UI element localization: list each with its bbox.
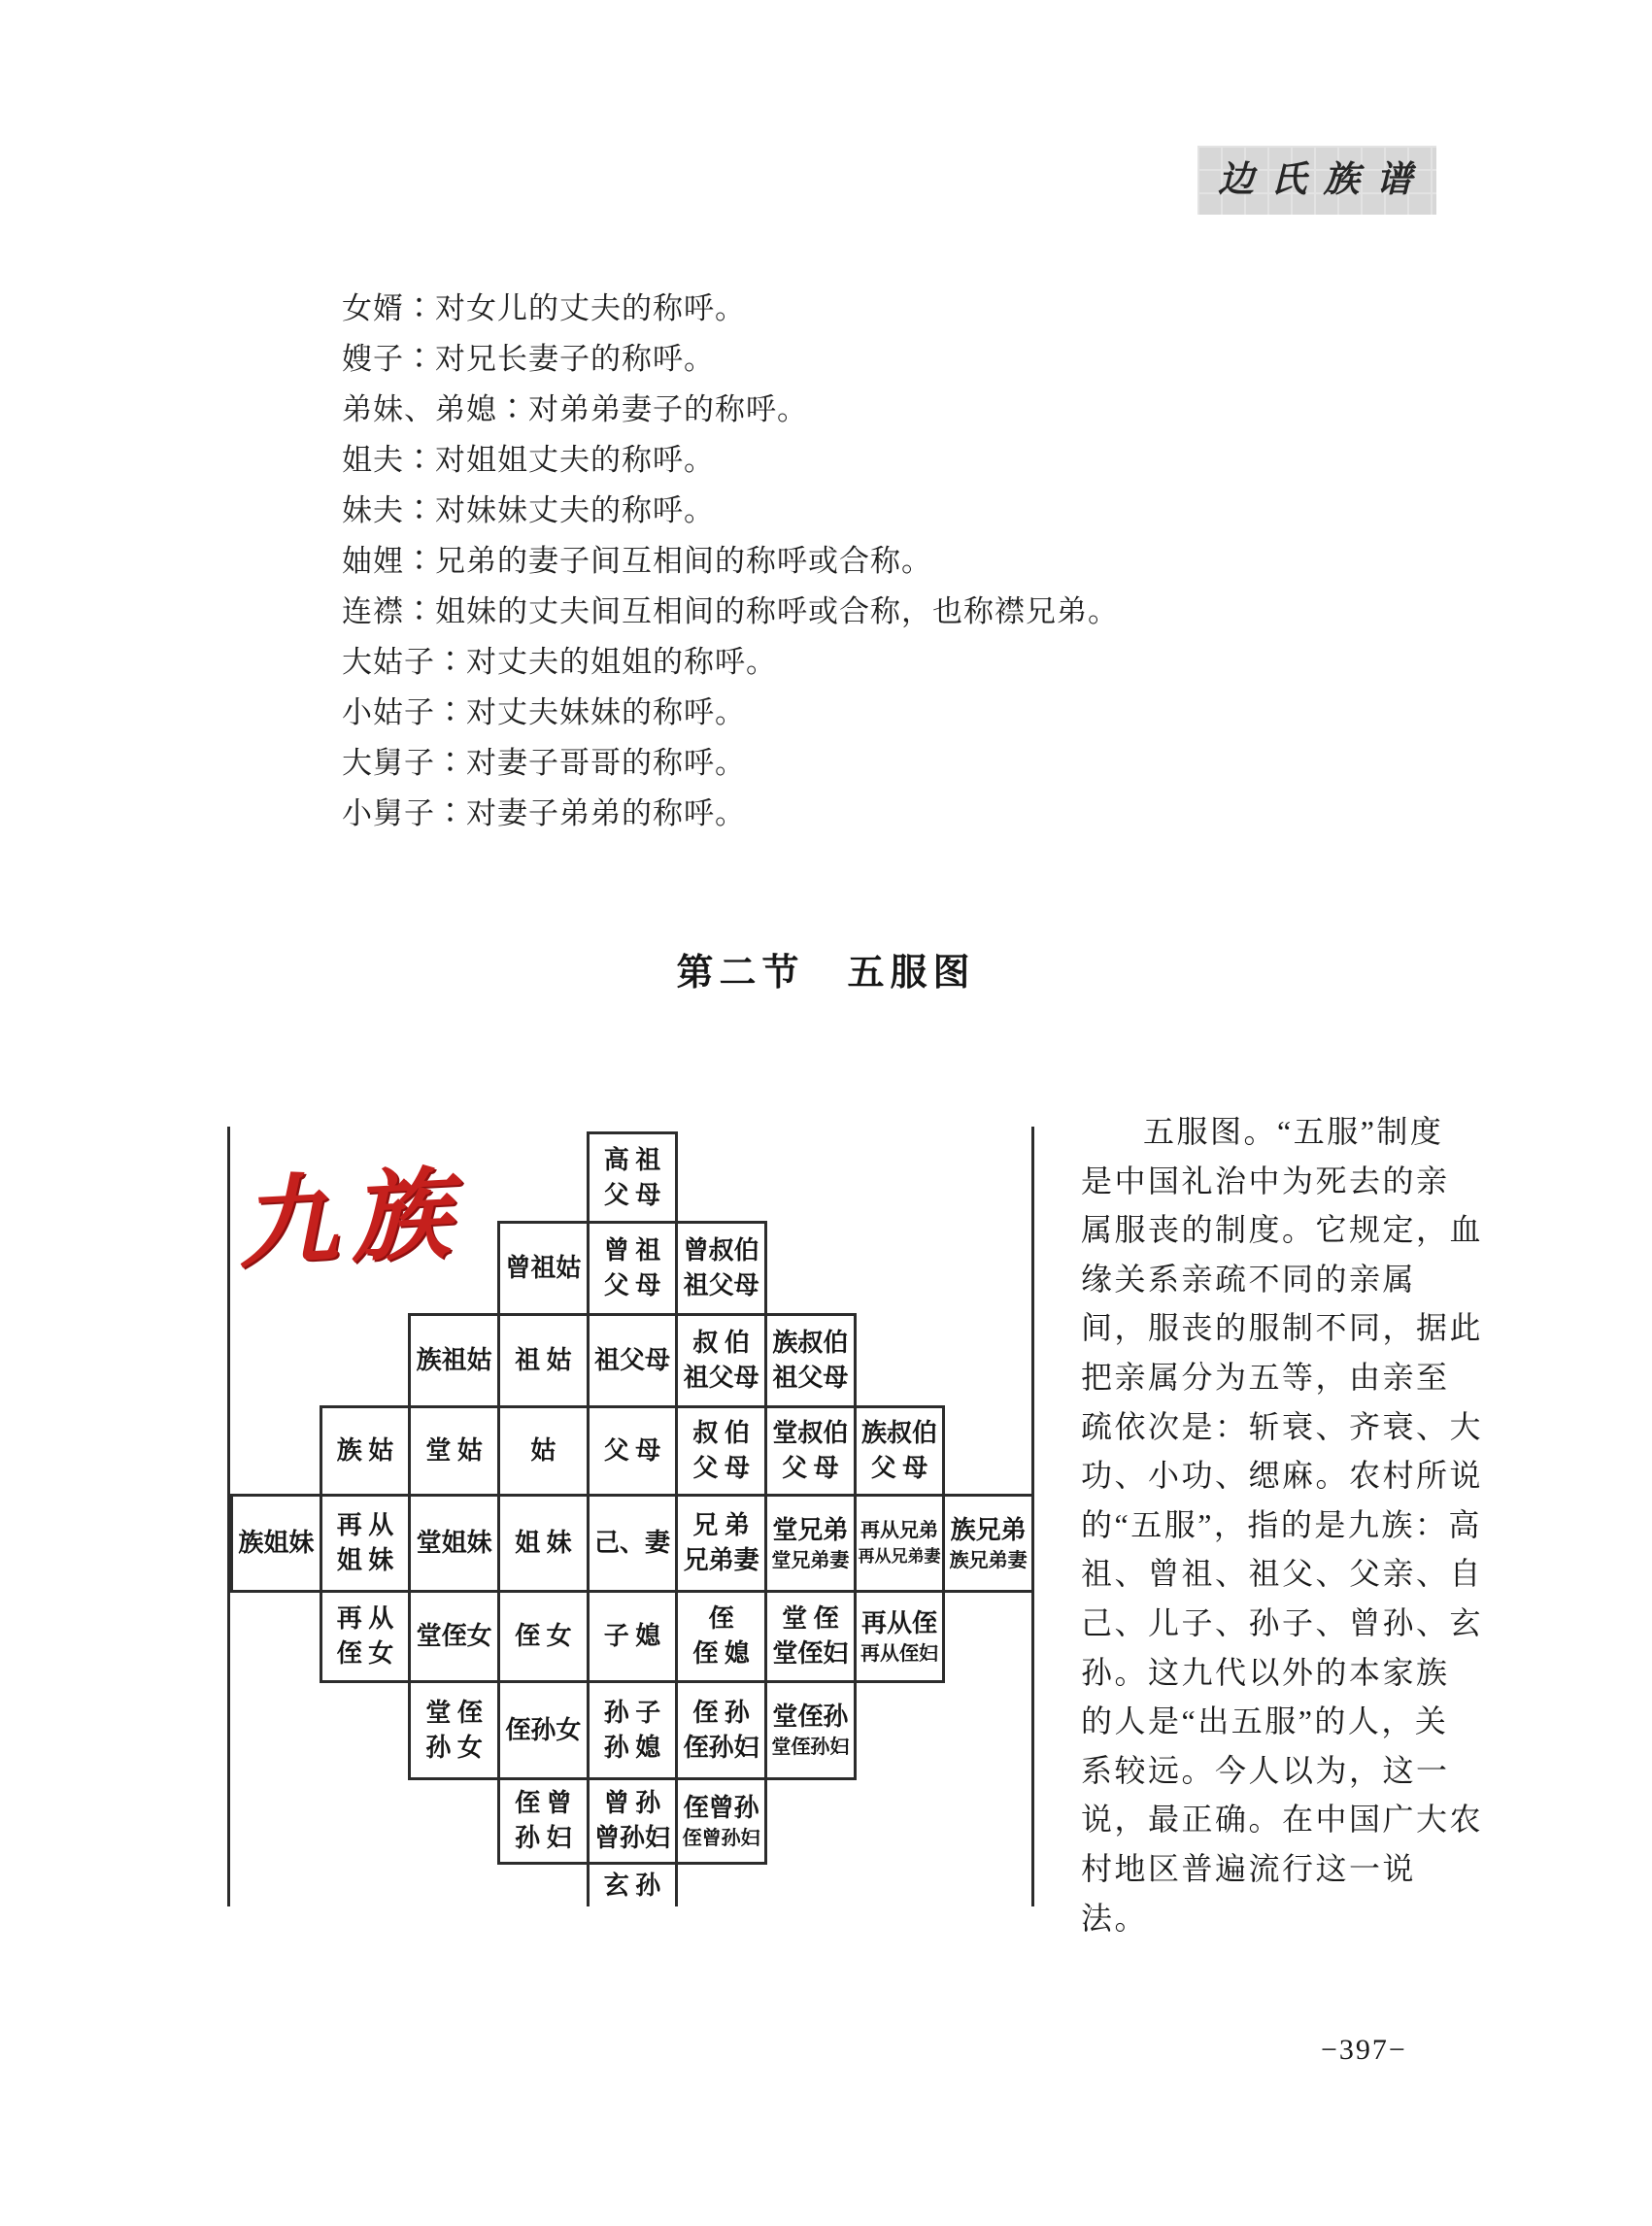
paragraph-line: 属服丧的制度。它规定，血 — [1081, 1212, 1484, 1248]
paragraph-line: 是中国礼治中为死去的亲 — [1081, 1163, 1450, 1198]
kinship-cell — [587, 1680, 679, 1780]
paragraph-line: 疏依次是：斩衰、齐衰、大 — [1081, 1408, 1484, 1444]
kinship-cell-text: 堂叔伯 — [772, 1419, 849, 1447]
kinship-cell-text: 堂兄弟妻 — [771, 1549, 850, 1571]
kinship-cell-text: 父 母 — [692, 1454, 750, 1482]
kinship-cell-text: 孙 妇 — [515, 1824, 572, 1852]
kinship-cell-text: 曾祖姑 — [505, 1254, 582, 1282]
kinship-term: 大姑子∶对丈夫的姐姐的称呼。 — [342, 645, 777, 679]
kinship-cell-text: 兄弟妻 — [683, 1546, 759, 1574]
description-paragraph — [1081, 1107, 1484, 1942]
paragraph-line: 功、小功、缌麻。农村所说 — [1081, 1458, 1484, 1494]
paragraph-line: 己、儿子、孙子、曾孙、玄 — [1081, 1604, 1484, 1640]
kinship-cell-text: 族叔伯 — [772, 1329, 849, 1357]
kinship-cell — [408, 1405, 500, 1497]
kinship-cell — [587, 1777, 679, 1865]
paragraph-line: 孙。这九代以外的本家族 — [1081, 1654, 1450, 1690]
kinship-cell-text: 子 媳 — [603, 1622, 661, 1650]
kinship-cell — [497, 1221, 590, 1316]
kinship-cell-text: 曾 祖 — [603, 1236, 661, 1265]
kinship-cell-text: 孙 子 — [603, 1698, 661, 1727]
kinship-cell-text: 姐 妹 — [515, 1529, 572, 1557]
kinship-cell — [587, 1494, 679, 1593]
kinship-cell — [764, 1680, 857, 1780]
kinship-cell — [675, 1313, 767, 1408]
kinship-cell-text: 孙 女 — [425, 1733, 483, 1762]
kinship-cell-text: 族祖姑 — [416, 1346, 492, 1374]
kinship-term: 小姑子∶对丈夫妹妹的称呼。 — [342, 695, 746, 729]
kinship-cell-text: 族兄弟 — [950, 1515, 1027, 1544]
kinship-cell-text: 堂侄孙 — [772, 1703, 849, 1731]
page-number: −397− — [1321, 2034, 1407, 2066]
kinship-cell — [497, 1313, 590, 1408]
kinship-cell — [675, 1590, 767, 1683]
kinship-cell — [675, 1680, 767, 1780]
kinship-cell-text: 父 母 — [603, 1271, 661, 1299]
kinship-cell-text: 堂侄女 — [416, 1622, 492, 1650]
kinship-cell — [320, 1590, 412, 1683]
kinship-cell — [320, 1494, 412, 1593]
kinship-cell — [497, 1777, 590, 1865]
kinship-term-list — [342, 284, 1235, 839]
kinship-cell — [497, 1680, 590, 1780]
kinship-cell — [497, 1494, 590, 1593]
kinship-cell — [587, 1313, 679, 1408]
kinship-cell-text: 再从侄妇 — [860, 1642, 938, 1665]
kinship-cell-text: 再从侄 — [860, 1608, 937, 1637]
kinship-cell — [764, 1313, 857, 1408]
kinship-cell-text: 祖父母 — [683, 1364, 759, 1392]
kinship-cell — [408, 1494, 500, 1593]
kinship-term: 大舅子∶对妻子哥哥的称呼。 — [342, 746, 746, 780]
kinship-cell-text: 祖父母 — [772, 1364, 849, 1392]
kinship-cell-text: 孙 媳 — [603, 1733, 661, 1762]
kinship-cell — [587, 1221, 679, 1316]
kinship-cell-text: 曾 孙 — [603, 1789, 661, 1817]
kinship-cell-text: 族叔伯 — [860, 1419, 937, 1447]
kinship-cell — [408, 1680, 500, 1780]
kinship-cell — [675, 1494, 767, 1593]
kinship-cell-text: 叔 伯 — [692, 1329, 750, 1357]
kinship-cell — [854, 1405, 946, 1497]
kinship-cell-text: 曾叔伯 — [683, 1236, 759, 1265]
kinship-cell-text: 堂兄弟 — [772, 1515, 849, 1544]
kinship-term: 妯娌∶兄弟的妻子间互相间的称呼或合称。 — [342, 544, 932, 578]
kinship-term: 女婿∶对女儿的丈夫的称呼。 — [342, 291, 746, 325]
kinship-cell — [587, 1590, 679, 1683]
kinship-cell-text: 再 从 — [336, 1511, 394, 1539]
kinship-cell-text: 堂侄妇 — [772, 1639, 849, 1668]
kinship-term: 嫂子∶对兄长妻子的称呼。 — [342, 342, 715, 376]
jiuzu-logo: 九族 — [235, 1160, 466, 1281]
kinship-cell-text: 再从兄弟妻 — [858, 1547, 941, 1566]
kinship-cell — [764, 1590, 857, 1683]
paragraph-line: 村地区普遍流行这一说 — [1081, 1850, 1417, 1886]
header-badge: 边 氏 族 谱 — [1197, 146, 1436, 215]
kinship-cell-text: 族姐妹 — [238, 1529, 315, 1557]
kinship-cell-text: 再 从 — [336, 1604, 394, 1633]
kinship-cell-text: 曾孙妇 — [593, 1824, 670, 1852]
kinship-cell-text: 侄 女 — [336, 1639, 394, 1668]
paragraph-line: 缘关系亲疏不同的亲属 — [1081, 1261, 1417, 1297]
kinship-cell-text: 堂 姑 — [425, 1436, 483, 1465]
paragraph-line: 的“五服”，指的是九族：高 — [1081, 1506, 1482, 1542]
paragraph-line: 的人是“出五服”的人，关 — [1081, 1703, 1449, 1739]
kinship-cell — [675, 1777, 767, 1865]
kinship-cell-text: 姐 妹 — [336, 1546, 394, 1574]
kinship-cell — [587, 1131, 679, 1224]
kinship-cell-text: 玄 孙 — [603, 1871, 661, 1900]
kinship-cell-text: 高 祖 — [603, 1145, 661, 1174]
kinship-cell-text: 己、妻 — [593, 1529, 670, 1557]
kinship-cell-text: 侄 女 — [515, 1622, 572, 1650]
kinship-cell — [230, 1494, 322, 1593]
kinship-cell-text: 堂侄孙妇 — [771, 1737, 850, 1758]
kinship-term: 小舅子∶对妻子弟弟的称呼。 — [342, 796, 746, 830]
kinship-cell-text: 祖 姑 — [515, 1346, 572, 1374]
kinship-cell — [675, 1221, 767, 1316]
five-mourning-figure — [227, 1127, 1034, 1906]
kinship-cell — [764, 1405, 857, 1497]
kinship-cell-text: 父 母 — [782, 1454, 839, 1482]
kinship-cell — [675, 1405, 767, 1497]
kinship-cell-text: 再从兄弟 — [860, 1520, 938, 1541]
kinship-cell-text: 祖父母 — [683, 1271, 759, 1299]
kinship-cell — [320, 1405, 412, 1497]
kinship-cell — [497, 1405, 590, 1497]
kinship-cell — [764, 1494, 857, 1593]
paragraph-line: 五服图。“五服”制度 — [1143, 1114, 1444, 1149]
kinship-cell-text: 姑 — [530, 1436, 556, 1465]
kinship-cell-text: 堂 侄 — [425, 1698, 483, 1727]
kinship-cell-text: 父 母 — [603, 1436, 661, 1465]
kinship-cell — [942, 1494, 1034, 1593]
kinship-cell-text: 父 母 — [603, 1180, 661, 1209]
kinship-term: 妹夫∶对妹妹丈夫的称呼。 — [342, 493, 715, 527]
kinship-cell — [854, 1590, 946, 1683]
kinship-cell-text: 侄曾孙妇 — [682, 1827, 760, 1849]
kinship-cell-text: 侄 — [708, 1604, 734, 1633]
kinship-cell-text: 侄 孙 — [692, 1698, 750, 1727]
kinship-cell — [854, 1494, 946, 1593]
kinship-cell-text: 祖父母 — [593, 1346, 670, 1374]
kinship-cell-text: 侄曾孙 — [683, 1793, 759, 1822]
kinship-cell — [408, 1313, 500, 1408]
kinship-cell-text: 兄 弟 — [692, 1511, 750, 1539]
kinship-cell-text: 堂姐妹 — [416, 1529, 492, 1557]
kinship-cell-text: 族兄弟妻 — [949, 1549, 1028, 1571]
paragraph-line: 间，服丧的服制不同，据此 — [1081, 1310, 1484, 1346]
kinship-cell-text: 侄孙女 — [505, 1715, 582, 1744]
kinship-cell-text: 叔 伯 — [692, 1419, 750, 1447]
kinship-cell — [497, 1590, 590, 1683]
kinship-cell-text: 父 母 — [870, 1454, 928, 1482]
kinship-term: 弟妹、弟媳∶对弟弟妻子的称呼。 — [342, 392, 808, 426]
kinship-cell — [408, 1590, 500, 1683]
kinship-cell-text: 侄 曾 — [515, 1789, 572, 1817]
kinship-term: 连襟∶姐妹的丈夫间互相间的称呼或合称，也称襟兄弟。 — [342, 594, 1119, 628]
section-title: 第二节 五服图 — [676, 953, 976, 994]
paragraph-line: 把亲属分为五等，由亲至 — [1081, 1359, 1450, 1395]
kinship-cell-text: 族 姑 — [336, 1436, 394, 1465]
kinship-cell-text: 侄孙妇 — [683, 1733, 759, 1762]
paragraph-line: 系较远。今人以为，这一 — [1081, 1752, 1450, 1788]
kinship-term: 姐夫∶对姐姐丈夫的称呼。 — [342, 443, 715, 477]
kinship-cell-text: 堂 侄 — [782, 1604, 839, 1633]
paragraph-line: 法。 — [1081, 1900, 1149, 1936]
paragraph-line: 祖、曾祖、祖父、父亲、自 — [1081, 1556, 1484, 1592]
kinship-cell — [587, 1862, 679, 1906]
paragraph-line: 说，最正确。在中国广大农 — [1081, 1802, 1484, 1838]
kinship-cell — [587, 1405, 679, 1497]
kinship-cell-text: 侄 媳 — [692, 1639, 750, 1668]
